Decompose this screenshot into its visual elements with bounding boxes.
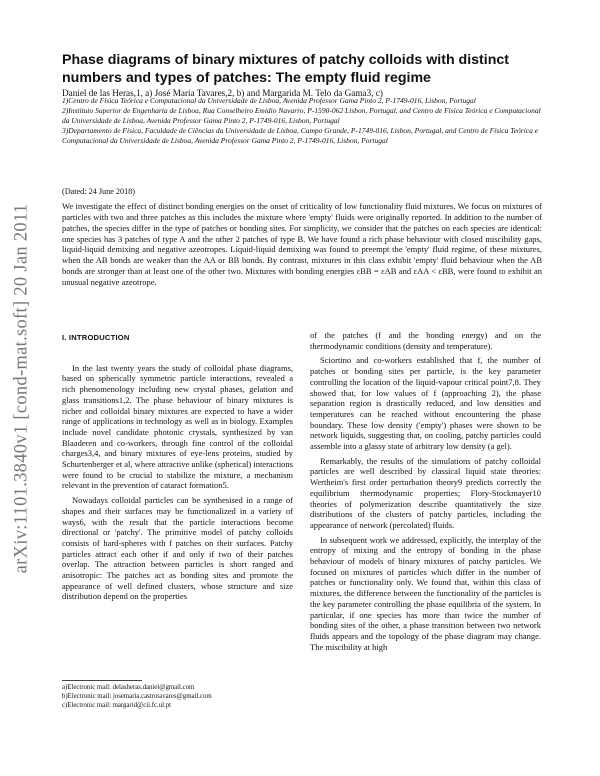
date-line: (Dated: 24 June 2018) <box>62 187 135 196</box>
paragraph: In the last twenty years the study of colloidal phase diagrams, based on spherically symmetric particle interactions, revealed a rich phenomenology including new crystal phases, gelation and glass transitions1,2. The phase behaviour of binary mixtures is richer and colloidal binary mixtures are expected to have a wider range of applications in technology as well as in biology. Examples include novel candidate photonic crystals, synthesized by van Blaaderen and co-workers, through fine control of the colloidal charges3,4, and binary mixtures of eye-lens proteins, studied by Schurtenberger et al, where attractive unlike (spherical) interactions were found to be crucial to stabilize the mixture, a mechanism relevant in the prevention of cataract formation5. <box>62 362 293 491</box>
affiliation-1: 1)Centro de Física Teórica e Computacional da Universidade de Lisboa, Avenida Professor Gama Pinto 2, P-1749-016, Lisbon, Portugal <box>62 96 476 105</box>
abstract: We investigate the effect of distinct bonding energies on the onset of criticality of low functionality fluid mixtures. We focus on mixtures of particles with two and three patches as this includes the mixture where 'empty' fluids were originally reported. In addition to the number of patches, the species differ in the type of patches or bonding sites. For simplicity, we consider that the patches on each species are identical: one species has 3 patches of type A and the other 2 patches of type B. We have found a rich phase behaviour with closed miscibility gaps, liquid-liquid demixing and negative azeotropes. Liquid-liquid demixing was found to preempt the 'empty' fluid regime, of these mixtures, when the AB bonds are weaker than the AA or BB bonds. By contrast, mixtures in this class exhibit 'empty' fluid behaviour when the AB bonds are stronger than at least one of the other two. Mixtures with bonding energies εBB = εAB and εAA < εBB, were found to exhibit an unusual negative azeotrope. <box>62 201 542 287</box>
footnotes <box>62 684 293 710</box>
section-heading: I. INTRODUCTION <box>62 333 130 342</box>
author-list: Daniel de las Heras,1, a) José Maria Tavares,2, b) and Margarida M. Telo da Gama3, c) <box>62 88 383 98</box>
footnote-b: b)Electronic mail: josemaria.castrotavares@gmail.com <box>62 692 212 700</box>
paragraph: Sciortino and co-workers established that f, the number of patches or bonding sites per particle, is the key parameter controlling the location of the liquid-vapour critical point7,8. They showed that, for low values of f (approaching 2), the phase separation region is drastically reduced, and low densities and temperatures can be reached without encountering the phase boundary. These low density ('empty') phases were shown to be network liquids, suggesting that, on cooling, patchy particles could assemble into a glassy state of arbitrary low density (a gel). <box>310 355 541 452</box>
footnote-c: c)Electronic mail: margarid@cii.fc.ul.pt <box>62 701 171 709</box>
footnote-rule <box>62 680 142 681</box>
paragraph: Remarkably, the results of the simulations of patchy colloidal particles are well described by classical liquid state theories: Wertheim's first order perturbation theory9 predicts correctly the equilibrium thermodynamic properties; Flory-Stockmayer10 theories of polymerization describe quantitatively the size distributions of the clusters of patchy particles, including the appearance of network (percolated) fluids. <box>310 455 541 530</box>
affiliations <box>62 96 542 146</box>
left-column <box>62 330 293 606</box>
affiliation-2: 2)Instituto Superior de Engenharia de Lisboa, Rua Conselheiro Emídio Navarro, P-1590-062 Lisbon, Portugal, and Centro de Física Teórica e Computacional da Universidade de Lisboa, Avenida Professor Gama Pinto 2, P-1749-016, Lisbon, Portugal <box>62 105 541 125</box>
arxiv-side-label: arXiv:1101.3840v1 [cond-mat.soft] 20 Jan 2011 <box>11 203 32 574</box>
paragraph: Nowadays colloidal particles can be synthesised in a range of shapes and their surfaces may be functionalized in a variety of ways6, with the result that the particle interactions become directional or 'patchy'. The primitive model of patchy colloids consists of hard-spheres with f patches on their surfaces. Patchy particles attract each other if and only if two of their patches overlap. The attraction between particles is short ranged and anisotropic: The patches act as bonding sites and promote the appearance of well defined clusters, whose structure and size distribution depend on the properties <box>62 495 293 602</box>
paper-title: Phase diagrams of binary mixtures of patchy colloids with distinct numbers and types of patches: The empty fluid regime <box>62 52 510 86</box>
paragraph: of the patches (f and the bonding energy) and on the thermodynamic conditions (density and temperature). <box>310 330 541 351</box>
paragraph: In subsequent work we addressed, explicitly, the interplay of the entropy of mixing and the entropy of bonding in the phase behaviour of models of binary mixtures of patchy particles. We focused on mixtures of particles which differ in the number of patches or functionality only. We found that, within this class of mixtures, the difference between the functionality of the particles is the key parameter controlling the phase equilibria of the system. In particular, if one species has more than twice the number of bonding sites of the other, a phase transition between two network fluids appears and the topology of the phase diagram may change. The miscibility at high <box>310 534 541 652</box>
footnote-a: a)Electronic mail: delasheras.daniel@gmail.com <box>62 684 195 691</box>
right-column <box>310 330 541 656</box>
affiliation-3: 3)Departamento de Física, Faculdade de Ciências da Universidade de Lisboa, Campo Grande, P-1749-016, Lisbon, Portugal, and Centro de Física Teórica e Computacional da Universidade de Lisboa, Avenida Professor Gama Pinto 2, P-1749-016, Lisbon, Portugal <box>62 125 539 145</box>
